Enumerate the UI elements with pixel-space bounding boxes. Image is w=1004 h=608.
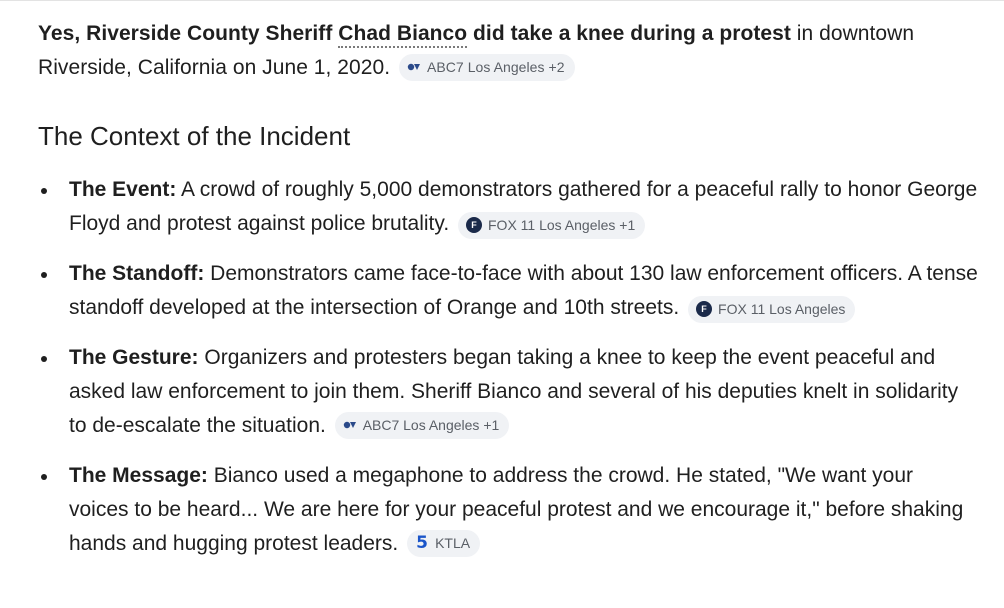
ktla-icon: 5 — [416, 533, 429, 553]
source-chip-abc7[interactable] — [335, 412, 510, 439]
item-text: Organizers and protesters began taking a knee to keep the event peaceful and asked law enforcement to join them. Sheriff Bianco and several of his deputies knelt in solidarity to de-escalate the situation. — [69, 346, 959, 437]
fox-icon: F — [466, 217, 482, 233]
item-label: The Standoff: — [69, 262, 205, 285]
top-divider — [0, 0, 1004, 5]
source-chip-label: KTLA — [435, 535, 471, 551]
bullet-dot — [41, 356, 47, 362]
item-text: Demonstrators came face-to-face with about 130 law enforcement officers. A tense standoff developed at the intersection of Orange and 10th streets. — [69, 262, 978, 319]
source-chip-fox11[interactable] — [458, 212, 645, 239]
source-chip-label: FOX 11 Los Angeles +1 — [488, 217, 636, 233]
intro-paragraph — [38, 17, 978, 85]
list-item-gesture — [38, 341, 978, 443]
intro-bold-suffix: did take a knee during a protest — [467, 22, 791, 45]
source-chip-abc7[interactable] — [399, 54, 575, 81]
bullet-dot — [41, 474, 47, 480]
list-item-event — [38, 173, 978, 241]
context-list — [38, 173, 978, 561]
abc7-icon — [407, 62, 421, 72]
intro-bold-prefix: Yes, Riverside County Sheriff — [38, 22, 339, 45]
item-label: The Message: — [69, 464, 208, 487]
list-item-message — [38, 459, 978, 561]
list-item-standoff — [38, 257, 978, 325]
fox-icon: F — [696, 301, 712, 317]
source-chip-fox11[interactable] — [688, 296, 855, 323]
entity-link-chad-bianco[interactable]: Chad Bianco — [338, 22, 467, 48]
answer-content — [38, 17, 978, 577]
item-label: The Event: — [69, 178, 177, 201]
source-chip-label: ABC7 Los Angeles +2 — [427, 59, 565, 75]
abc7-icon — [343, 420, 357, 430]
item-text: Bianco used a megaphone to address the crowd. He stated, "We want your voices to be heard... We are here for your peaceful protest and we encourage it," before shaking hands and hugging protest leaders. — [69, 464, 964, 555]
bullet-dot — [41, 188, 47, 194]
item-label: The Gesture: — [69, 346, 199, 369]
source-chip-label: ABC7 Los Angeles +1 — [362, 417, 500, 433]
bullet-dot — [41, 272, 47, 278]
intro-rest: in downtown Riverside, California on June 1, 2020. — [38, 22, 915, 79]
item-text: A crowd of roughly 5,000 demonstrators gathered for a peaceful rally to honor George Floyd and protest against police brutality. — [69, 178, 978, 235]
source-chip-label: FOX 11 Los Angeles — [718, 301, 846, 317]
source-chip-ktla[interactable] — [407, 530, 480, 557]
section-heading: The Context of the Incident — [38, 121, 351, 151]
